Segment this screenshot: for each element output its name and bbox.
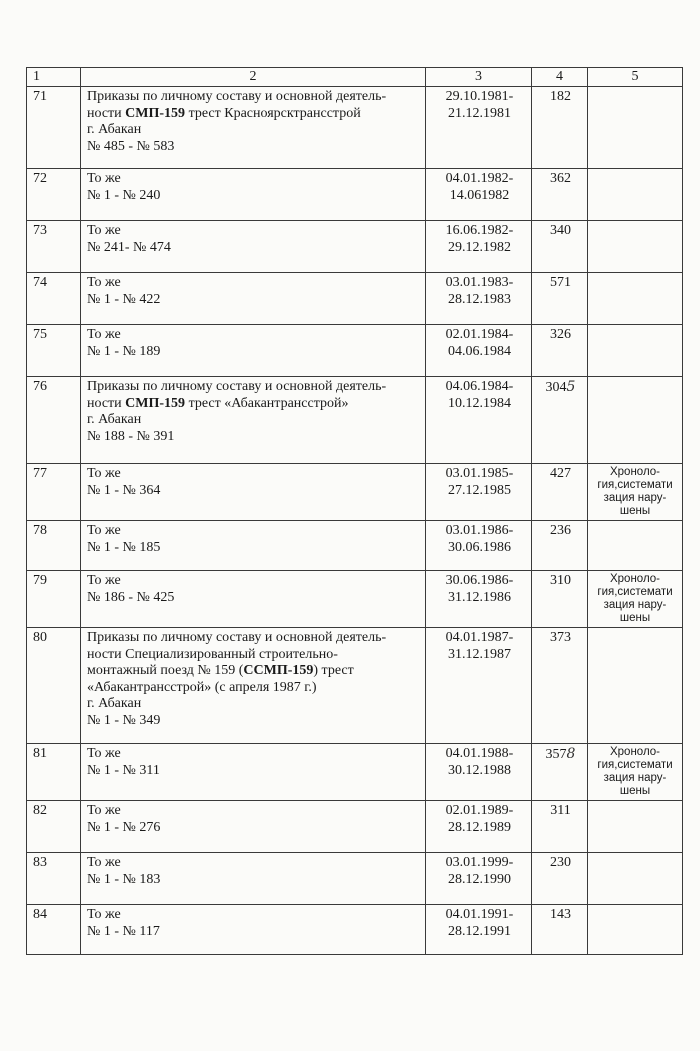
description-text: г. Абакан [87,696,142,711]
row-sheet-count [532,377,588,464]
date-start: 03.01.1985- [445,466,514,481]
date-start: 02.01.1984- [445,327,514,342]
row-note [588,169,683,221]
row-date-range [426,87,532,169]
description-text: г. Абакан [87,412,142,427]
description-text: То же [87,907,121,922]
note-text: шены [619,785,651,797]
date-end: 10.12.1984 [448,395,511,411]
row-number: 77 [27,464,81,521]
row-description [81,377,426,464]
row-note [588,464,683,521]
row-number: 83 [27,853,81,905]
description-text: № 1 - № 183 [87,871,161,887]
description-line [87,746,421,763]
row-sheet-count [532,169,588,221]
table-row [27,801,683,853]
note-text: Хроноло- [609,573,661,585]
description-text: № 241- № 474 [87,239,171,255]
description-text: № 1 - № 311 [87,762,160,778]
row-date-range [426,273,532,325]
description-line [87,630,421,647]
description-line [87,106,421,123]
description-text: № 1 - № 364 [87,482,161,498]
description-text: «Абакантрансстрой» (с апреля 1987 г.) [87,679,317,695]
row-sheet-count [532,744,588,801]
sheet-count: 571 [550,275,571,290]
sheet-count: 182 [550,89,571,104]
note-text: гия,системати [597,586,673,598]
date-start: 29.10.1981- [445,89,514,104]
description-line [87,275,421,292]
row-note [588,325,683,377]
description-line [87,327,421,344]
row-date-range [426,905,532,955]
description-text: трест «Абакантрансстрой» [185,395,349,411]
row-date-range [426,377,532,464]
description-text: То же [87,223,121,238]
description-text: № 1 - № 240 [87,187,161,203]
note-text: зация нару- [603,492,667,504]
note-text: Хроноло- [609,746,661,758]
description-text: № 186 - № 425 [87,589,175,605]
date-end: 27.12.1985 [448,482,511,498]
archive-inventory-table [26,67,683,955]
row-date-range [426,801,532,853]
note-text: шены [619,612,651,624]
description-text: ности Специализированный строительно- [87,646,338,662]
row-description [81,325,426,377]
date-end: 30.06.1986 [448,539,511,555]
table-row [27,169,683,221]
description-line [87,573,421,590]
description-line [87,663,421,680]
sheet-count: 311 [550,803,571,818]
description-line [87,872,421,889]
description-line [87,396,421,413]
description-text: То же [87,523,121,538]
date-end: 31.12.1986 [448,589,511,605]
description-line [87,713,421,730]
row-sheet-count [532,464,588,521]
sheet-count: 427 [550,466,571,481]
row-description [81,87,426,169]
description-text: монтажный поезд № 159 ( [87,663,244,678]
description-text: Приказы по личному составу и основной деятель- [87,379,387,394]
note-text: шены [619,505,651,517]
row-description [81,464,426,521]
description-line [87,344,421,361]
header-col-2: 2 [81,68,426,87]
unit-code: СМП-159 [125,105,186,121]
header-col-4: 4 [532,68,588,87]
description-line [87,429,421,446]
description-text: г. Абакан [87,122,142,137]
row-number: 71 [27,87,81,169]
description-line [87,696,421,713]
row-note [588,377,683,464]
date-start: 04.06.1984- [445,379,514,394]
table-row [27,377,683,464]
date-start: 30.06.1986- [445,573,514,588]
row-note [588,853,683,905]
description-line [87,647,421,664]
table-row [27,571,683,628]
row-sheet-count [532,571,588,628]
date-start: 04.01.1987- [445,630,514,645]
row-description [81,744,426,801]
description-line [87,855,421,872]
row-date-range [426,325,532,377]
description-line [87,523,421,540]
row-note [588,628,683,744]
unit-code: СМП-159 [125,395,186,411]
row-number: 79 [27,571,81,628]
description-text: № 485 - № 583 [87,138,175,154]
row-date-range [426,571,532,628]
description-text: № 1 - № 117 [87,923,160,939]
date-start: 04.01.1988- [445,746,514,761]
date-end: 31.12.1987 [448,646,511,662]
table-row [27,325,683,377]
row-date-range [426,464,532,521]
date-end: 28.12.1989 [448,819,511,835]
description-text: То же [87,573,121,588]
date-start: 03.01.1983- [445,275,514,290]
description-line [87,223,421,240]
row-note [588,905,683,955]
row-date-range [426,744,532,801]
header-col-1: 1 [27,68,81,87]
row-number: 81 [27,744,81,801]
row-description [81,521,426,571]
description-line [87,188,421,205]
date-end: 29.12.1982 [448,239,511,255]
description-text: Приказы по личному составу и основной деятель- [87,89,387,104]
row-note [588,571,683,628]
table-row [27,744,683,801]
description-text: То же [87,275,121,290]
table-row [27,464,683,521]
description-line [87,763,421,780]
description-line [87,292,421,309]
sheet-count: 236 [550,523,571,538]
handwritten-correction: 8 [566,746,576,762]
date-end: 30.12.1988 [448,762,511,778]
date-start: 04.01.1991- [445,907,514,922]
row-note [588,87,683,169]
handwritten-correction: 5 [566,379,576,395]
row-description [81,273,426,325]
date-end: 28.12.1990 [448,871,511,887]
description-line [87,540,421,557]
description-line [87,820,421,837]
sheet-count: 143 [550,907,571,922]
row-date-range [426,221,532,273]
row-sheet-count [532,801,588,853]
row-note [588,801,683,853]
description-line [87,924,421,941]
description-line [87,590,421,607]
row-description [81,905,426,955]
sheet-count: 340 [550,223,571,238]
row-sheet-count [532,221,588,273]
row-sheet-count [532,853,588,905]
header-row [27,68,683,87]
description-text: То же [87,327,121,342]
table-row [27,521,683,571]
date-end: 04.06.1984 [448,343,511,359]
date-end: 28.12.1983 [448,291,511,307]
row-number: 75 [27,325,81,377]
row-sheet-count [532,325,588,377]
row-date-range [426,521,532,571]
description-text: То же [87,466,121,481]
table-row [27,853,683,905]
header-col-3: 3 [426,68,532,87]
description-text: № 1 - № 276 [87,819,161,835]
note-text: гия,системати [597,479,673,491]
table-row [27,628,683,744]
row-sheet-count [532,905,588,955]
date-start: 02.01.1989- [445,803,514,818]
row-number: 80 [27,628,81,744]
row-date-range [426,853,532,905]
description-text: То же [87,171,121,186]
description-line [87,171,421,188]
description-line [87,803,421,820]
description-text: № 1 - № 349 [87,712,161,728]
row-number: 82 [27,801,81,853]
description-line [87,907,421,924]
date-end: 14.061982 [449,187,510,203]
row-number: 72 [27,169,81,221]
unit-code: ССМП-159 [243,663,314,678]
row-sheet-count [532,521,588,571]
description-text: То же [87,803,121,818]
row-date-range [426,169,532,221]
table-row [27,905,683,955]
row-note [588,521,683,571]
row-description [81,571,426,628]
table-row [27,87,683,169]
row-description [81,628,426,744]
row-description [81,801,426,853]
date-start: 16.06.1982- [445,223,514,238]
date-start: 03.01.1999- [445,855,514,870]
date-start: 03.01.1986- [445,523,514,538]
row-description [81,221,426,273]
sheet-count: 362 [550,171,571,186]
row-number: 76 [27,377,81,464]
table-row [27,273,683,325]
row-number: 78 [27,521,81,571]
description-line [87,240,421,257]
row-note [588,744,683,801]
description-line [87,122,421,139]
description-text: ности [87,105,126,121]
description-line [87,139,421,156]
row-note [588,273,683,325]
description-text: № 1 - № 422 [87,291,161,307]
row-number: 74 [27,273,81,325]
row-date-range [426,628,532,744]
description-text: трест Красноярсктрансстрой [185,105,361,121]
note-text: гия,системати [597,759,673,771]
sheet-count: 304 [545,380,567,395]
description-line [87,483,421,500]
note-text: Хроноло- [609,466,661,478]
description-line [87,680,421,697]
date-end: 21.12.1981 [448,105,511,121]
description-line [87,89,421,106]
sheet-count: 357 [545,747,567,762]
sheet-count: 326 [550,327,571,342]
date-start: 04.01.1982- [445,171,514,186]
row-sheet-count [532,87,588,169]
row-sheet-count [532,273,588,325]
header-col-5: 5 [588,68,683,87]
description-line [87,466,421,483]
description-text: ) трест [313,663,354,678]
note-text: зация нару- [603,772,667,784]
description-text: № 1 - № 189 [87,343,161,359]
row-description [81,853,426,905]
description-text: № 1 - № 185 [87,539,161,555]
sheet-count: 310 [550,573,571,588]
row-description [81,169,426,221]
row-note [588,221,683,273]
description-text: То же [87,746,121,761]
row-number: 73 [27,221,81,273]
table-row [27,221,683,273]
row-sheet-count [532,628,588,744]
description-text: ности [87,395,126,411]
sheet-count: 373 [550,630,571,645]
description-text: № 188 - № 391 [87,428,175,444]
description-text: То же [87,855,121,870]
description-line [87,379,421,396]
row-number: 84 [27,905,81,955]
note-text: зация нару- [603,599,667,611]
description-text: Приказы по личному составу и основной деятель- [87,630,387,645]
description-line [87,412,421,429]
sheet-count: 230 [550,855,571,870]
date-end: 28.12.1991 [448,923,511,939]
